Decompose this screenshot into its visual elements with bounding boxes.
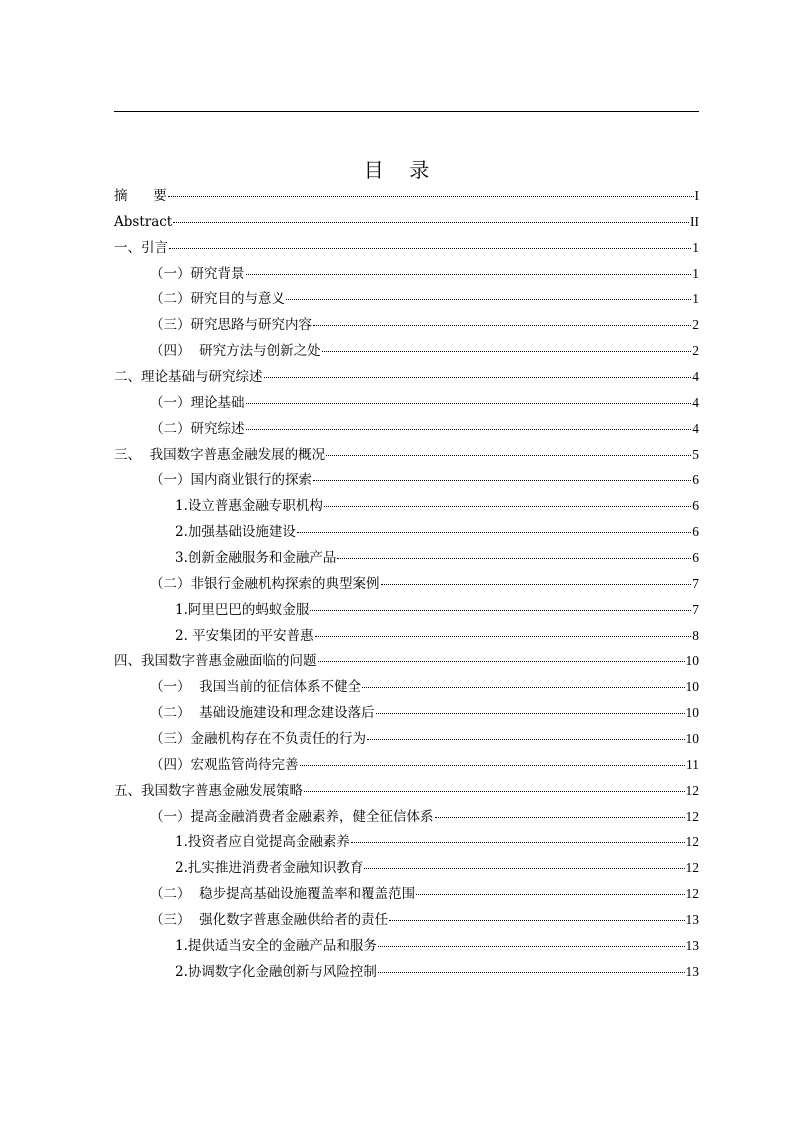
toc-entry-label: 1.提供适当安全的金融产品和服务 [175,937,377,954]
toc-dot-leader [168,196,694,197]
toc-dot-leader [313,480,691,481]
toc-dot-leader [318,661,685,662]
toc-entry[interactable] [114,700,699,726]
toc-page-number: 10 [685,653,699,669]
toc-dot-leader [364,868,684,869]
toc-entry[interactable] [114,752,699,778]
toc-entry[interactable] [114,390,699,416]
toc-dot-leader [304,791,685,792]
toc-entry-label: （二）非银行金融机构探索的典型案例 [150,575,380,592]
toc-entry[interactable] [114,416,699,442]
toc-title: 目 录 [363,158,430,182]
toc-entry[interactable] [114,235,699,261]
toc-entry-label: 2.协调数字化金融创新与风险控制 [175,963,377,980]
toc-page-number: 12 [685,860,699,876]
toc-dot-leader [300,765,686,766]
toc-dot-leader [173,222,689,223]
toc-entry-label: 摘 要 [114,188,167,204]
toc-page-number: 4 [692,369,699,385]
toc-dot-leader [416,894,684,895]
header-rule [114,111,699,112]
toc-dot-leader [246,429,692,430]
toc-dot-leader [324,506,691,507]
toc-dot-leader [322,351,692,352]
toc-dot-leader [378,946,685,947]
toc-dot-leader [376,713,685,714]
toc-entry-label: 2.扎实推进消费者金融知识教育 [175,860,364,877]
toc-page-number: 1 [692,291,699,307]
toc-entry-label: 三、 我国数字普惠金融发展的概况 [114,446,326,463]
toc-entry[interactable] [114,364,699,390]
toc-entry[interactable] [114,959,699,985]
toc-dot-leader [313,325,691,326]
toc-page-number: I [694,188,699,203]
toc-entry[interactable] [114,829,699,855]
toc-entry[interactable] [114,493,699,519]
toc-entry[interactable] [114,312,699,338]
toc-page-number: 7 [692,601,699,617]
toc-entry-label: 2.加强基础设施建设 [175,524,296,541]
toc-dot-leader [246,403,692,404]
toc-entry[interactable] [114,674,699,700]
toc-page-number: 11 [686,756,699,772]
toc-entry[interactable] [114,467,699,493]
toc-entry[interactable] [114,209,699,235]
toc-entry[interactable] [114,881,699,907]
toc-entry[interactable] [114,338,699,364]
toc-entry[interactable] [114,933,699,959]
toc-entry-label: 2. 平安集团的平安普惠 [175,627,314,644]
toc-entry-label: （一） 我国当前的征信体系不健全 [150,679,362,696]
toc-page-number: 10 [685,679,699,695]
toc-entry[interactable] [114,804,699,830]
toc-entry-label: 五、我国数字普惠金融发展策略 [114,782,303,799]
toc-entry-label: （二） 稳步提高基础设施覆盖率和覆盖范围 [150,886,416,903]
toc-entry-label: （二）研究目的与意义 [150,291,285,308]
toc-entry[interactable] [114,778,699,804]
toc-page-number: 6 [692,524,699,540]
toc-entry-label: 二、理论基础与研究综述 [114,369,263,386]
toc-entry-label: （三） 强化数字普惠金融供给者的责任 [150,912,389,929]
toc-dot-leader [297,532,691,533]
toc-entry-label: （一）国内商业银行的探索 [150,472,312,489]
toc-entry[interactable] [114,261,699,287]
toc-page-number: II [690,213,699,229]
toc-dot-leader [337,558,691,559]
toc-page-number: 2 [692,317,699,333]
toc-entry[interactable] [114,442,699,468]
toc-dot-leader [326,455,691,456]
toc-entry-label: 一、引言 [114,239,168,256]
toc-entry-label: 1.投资者应自觉提高金融素养 [175,834,350,851]
toc-dot-leader [169,248,691,249]
toc-dot-leader [246,274,692,275]
toc-page-number: 12 [685,808,699,824]
toc-entry-label: 四、我国数字普惠金融面临的问题 [114,653,317,670]
toc-page-number: 4 [692,394,699,410]
toc-entry[interactable] [114,597,699,623]
toc-entry-label: （一）理论基础 [150,394,245,411]
toc-entry[interactable] [114,648,699,674]
toc-page-number: 4 [692,420,699,436]
toc-page-number: 10 [685,731,699,747]
toc-entry[interactable] [114,726,699,752]
toc-entry-label: 3.创新金融服务和金融产品 [175,550,337,567]
toc-dot-leader [378,972,685,973]
toc-entry-label: （一）研究背景 [150,265,245,282]
toc-page-number: 10 [685,705,699,721]
toc-entry-label: （一）提高金融消费者金融素养，健全征信体系 [150,808,434,825]
toc-page-number: 13 [685,963,699,979]
toc-dot-leader [435,817,685,818]
toc-entry[interactable] [114,571,699,597]
toc-entry-label: 1.设立普惠金融专职机构 [175,498,323,515]
toc-list [114,183,699,985]
toc-page-number: 6 [692,472,699,488]
toc-page-number: 12 [685,886,699,902]
toc-entry[interactable] [114,545,699,571]
toc-entry[interactable] [114,623,699,649]
toc-entry[interactable] [114,183,699,209]
toc-entry-label: （四）宏观监管尚待完善 [150,756,299,773]
toc-page-number: 12 [685,834,699,850]
toc-entry[interactable] [114,855,699,881]
toc-dot-leader [367,739,685,740]
toc-entry[interactable] [114,286,699,312]
toc-entry-label: （三）研究思路与研究内容 [150,317,312,334]
toc-page-number: 8 [692,627,699,643]
toc-entry-label: 1.阿里巴巴的蚂蚁金服 [175,601,310,618]
toc-entry-label: （四） 研究方法与创新之处 [150,343,321,360]
toc-page-number: 7 [692,575,699,591]
toc-page-number: 1 [692,265,699,281]
toc-dot-leader [351,842,685,843]
toc-entry-label: （二）研究综述 [150,420,245,437]
toc-page-number: 6 [692,498,699,514]
toc-entry-label: （二） 基础设施建设和理念建设落后 [150,705,375,722]
toc-page-number: 5 [692,446,699,462]
toc-page-number: 12 [685,782,699,798]
toc-entry[interactable] [114,907,699,933]
toc-dot-leader [286,299,691,300]
toc-entry-label: （三）金融机构存在不负责任的行为 [150,731,366,748]
toc-dot-leader [315,636,692,637]
toc-dot-leader [389,920,684,921]
toc-dot-leader [264,377,692,378]
toc-entry-label: Abstract [114,213,173,230]
toc-page-number: 13 [685,937,699,953]
toc-page-number: 6 [692,550,699,566]
toc-dot-leader [381,584,692,585]
toc-entry[interactable] [114,519,699,545]
toc-page-number: 1 [692,239,699,255]
toc-page-number: 13 [685,912,699,928]
toc-dot-leader [362,687,684,688]
toc-page-number: 2 [692,343,699,359]
toc-dot-leader [310,610,691,611]
